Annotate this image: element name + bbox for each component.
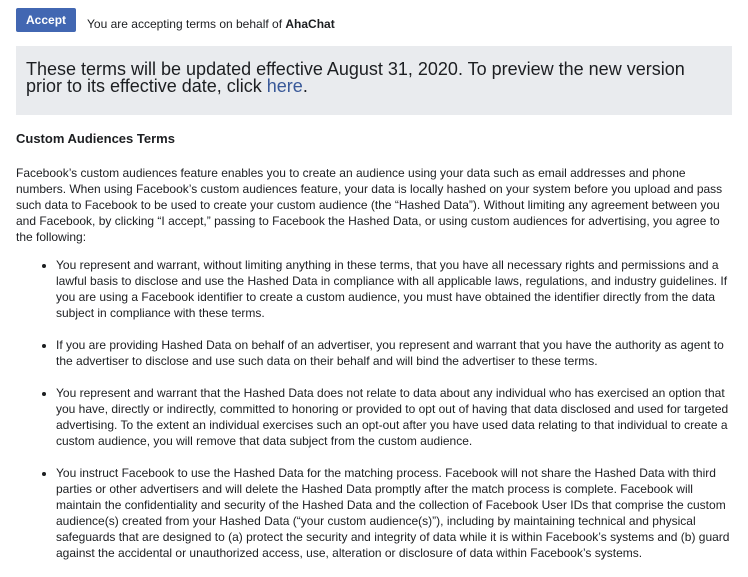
accept-bar: [16, 8, 335, 32]
terms-intro: Facebook’s custom audiences feature enables you to create an audience using your data such as email addresses and phone numbers. When using Facebook’s custom audiences feature, your data is locally hashed on your system before you upload and pass such data to Facebook to be used to create your custom audience (the “Hashed Data”). Without limiting any agreement between you and Facebook, by clicking “I accept,” passing to Facebook the Hashed Data, or using custom audiences for advertising, you agree to the following:: [16, 166, 723, 244]
terms-item: • You represent and warrant, without limiting anything in these terms, that you have all necessary rights and permissions and a lawful basis to disclose and use the Hashed Data in compliance with all applicable laws, regulations, and industry guidelines. If you are using a Facebook identifier to create a custom audience, you must have obtained the identifier directly from the data subject in compliance with these terms.: [56, 257, 732, 321]
notice-text: These terms will be updated effective August 31, 2020. To preview the new version prior to its effective date, click: [26, 59, 685, 96]
terms-item: • You instruct Facebook to use the Hashed Data for the matching process. Facebook will not share the Hashed Data with third parties or other advertisers and will delete the Hashed Data promptly after the match process is complete. Facebook will maintain the confidentiality and security of the Hashed Data and the collection of Facebook User IDs that comprise the custom audience(s) created from your Hashed Data (“your custom audience(s)”), including by maintaining technical and physical safeguards that are designed to (a) protect the security and integrity of data while it is within Facebook’s systems and (b) guard against the accidental or unauthorized access, use, alteration or disclosure of data within Facebook’s systems.: [56, 465, 732, 561]
behalf-text: [87, 17, 335, 31]
accept-button[interactable]: Accept: [16, 8, 76, 32]
behalf-prefix: You are accepting terms on behalf of: [87, 17, 286, 31]
preview-link[interactable]: here: [266, 76, 303, 96]
terms-item: • If you are providing Hashed Data on behalf of an advertiser, you represent and warrant that you have the authority as agent to the advertiser to disclose and use such data on their behalf and will bind the advertiser to these terms.: [56, 337, 732, 369]
terms-item: • You represent and warrant that the Hashed Data does not relate to data about any individual who has exercised an option that you have, directly or indirectly, committed to honoring or provided to opt out of having that data disclosed and used for targeted advertising. To the extent an individual exercises such an opt-out after you have used data relating to that individual to create a custom audience, you will remove that data subject from the custom audience.: [56, 385, 732, 449]
terms-title: Custom Audiences Terms: [16, 131, 175, 146]
page-name: AhaChat: [285, 17, 335, 31]
update-notice: [16, 46, 732, 115]
notice-suffix: .: [302, 76, 308, 96]
terms-list: [16, 257, 732, 577]
